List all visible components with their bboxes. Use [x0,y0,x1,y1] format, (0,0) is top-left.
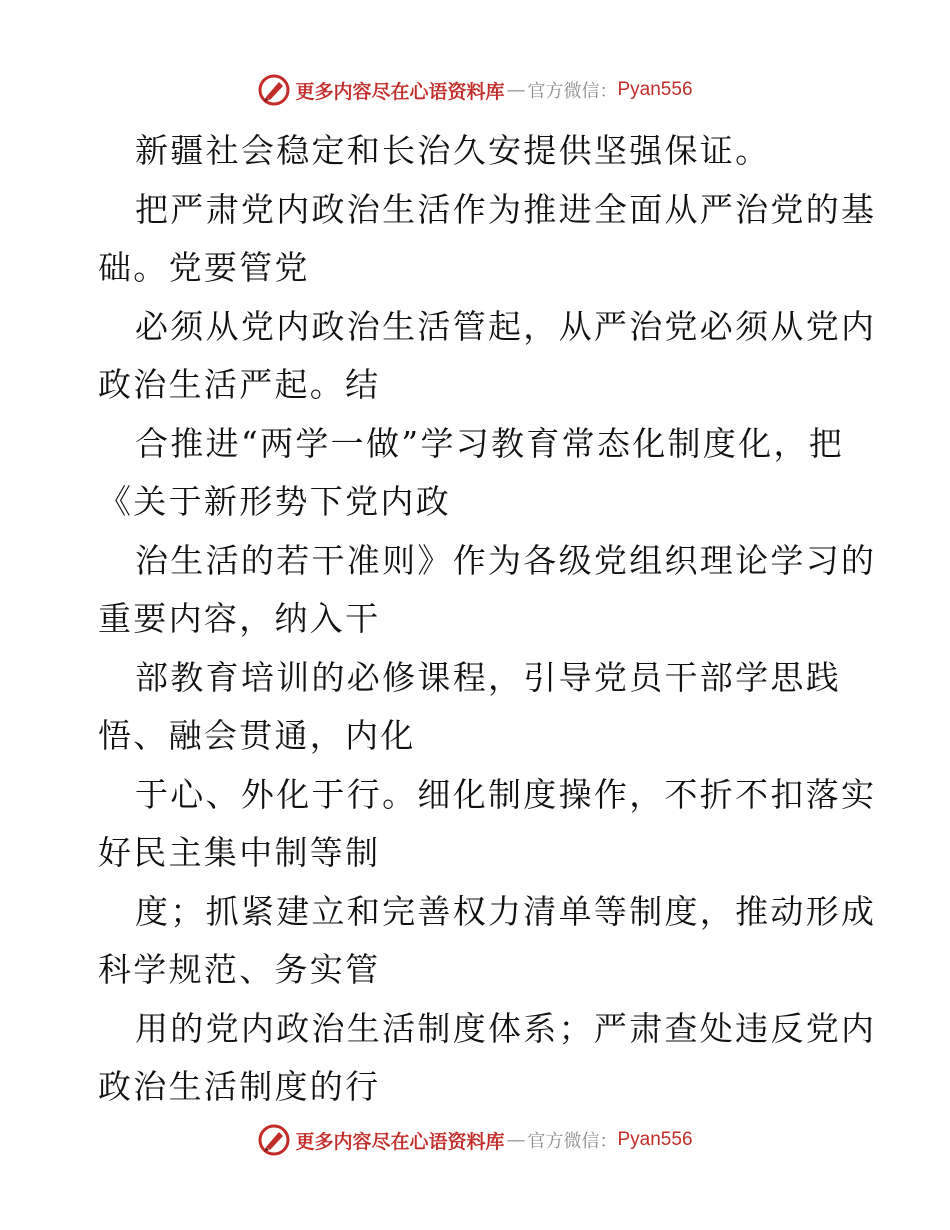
text-line: 必须从党内政治生活管起，从严治党必须从党内 [135,306,877,346]
banner-title: 更多内容尽在心语资料库 [295,1130,505,1153]
banner-account: Pyan556 [617,79,693,100]
header-banner [0,72,950,108]
text-line: 政治生活制度的行 [98,1067,381,1106]
text-line: 政治生活严起。结 [98,365,381,404]
banner-dash: — [506,79,526,101]
document-body [98,122,877,1117]
text-line: 合推进“两学一做”学习教育常态化制度化，把 [135,423,845,463]
text-line: 好民主集中制等制 [98,833,381,872]
text-line: 部教育培训的必修课程，引导党员干部学思践 [135,657,841,697]
pen-logo-icon [257,1123,291,1157]
text-line: 治生活的若干准则》作为各级党组织理论学习的 [135,540,877,580]
banner-wechat-label: 官方微信： [527,81,618,102]
banner-dash: — [506,1129,526,1151]
pen-logo-icon [257,73,291,107]
text-line: 础。党要管党 [98,248,310,287]
text-line: 悟、融会贯通，内化 [98,716,416,755]
text-line: 用的党内政治生活制度体系；严肃查处违反党内 [135,1008,877,1048]
text-line: 科学规范、务实管 [98,950,381,989]
banner-account: Pyan556 [617,1129,693,1150]
text-line: 新疆社会稳定和长治久安提供坚强保证。 [135,131,771,170]
text-line: 于心、外化于行。细化制度操作，不折不扣落实 [135,774,877,814]
text-line: 度；抓紧建立和完善权力清单等制度，推动形成 [135,891,877,931]
banner-title: 更多内容尽在心语资料库 [295,80,505,103]
footer-banner [0,1122,950,1158]
text-line: 重要内容，纳入干 [98,599,381,638]
text-line: 把严肃党内政治生活作为推进全面从严治党的基 [135,189,877,229]
text-line: 《关于新形势下党内政 [98,482,451,521]
banner-wechat-label: 官方微信： [527,1131,618,1152]
